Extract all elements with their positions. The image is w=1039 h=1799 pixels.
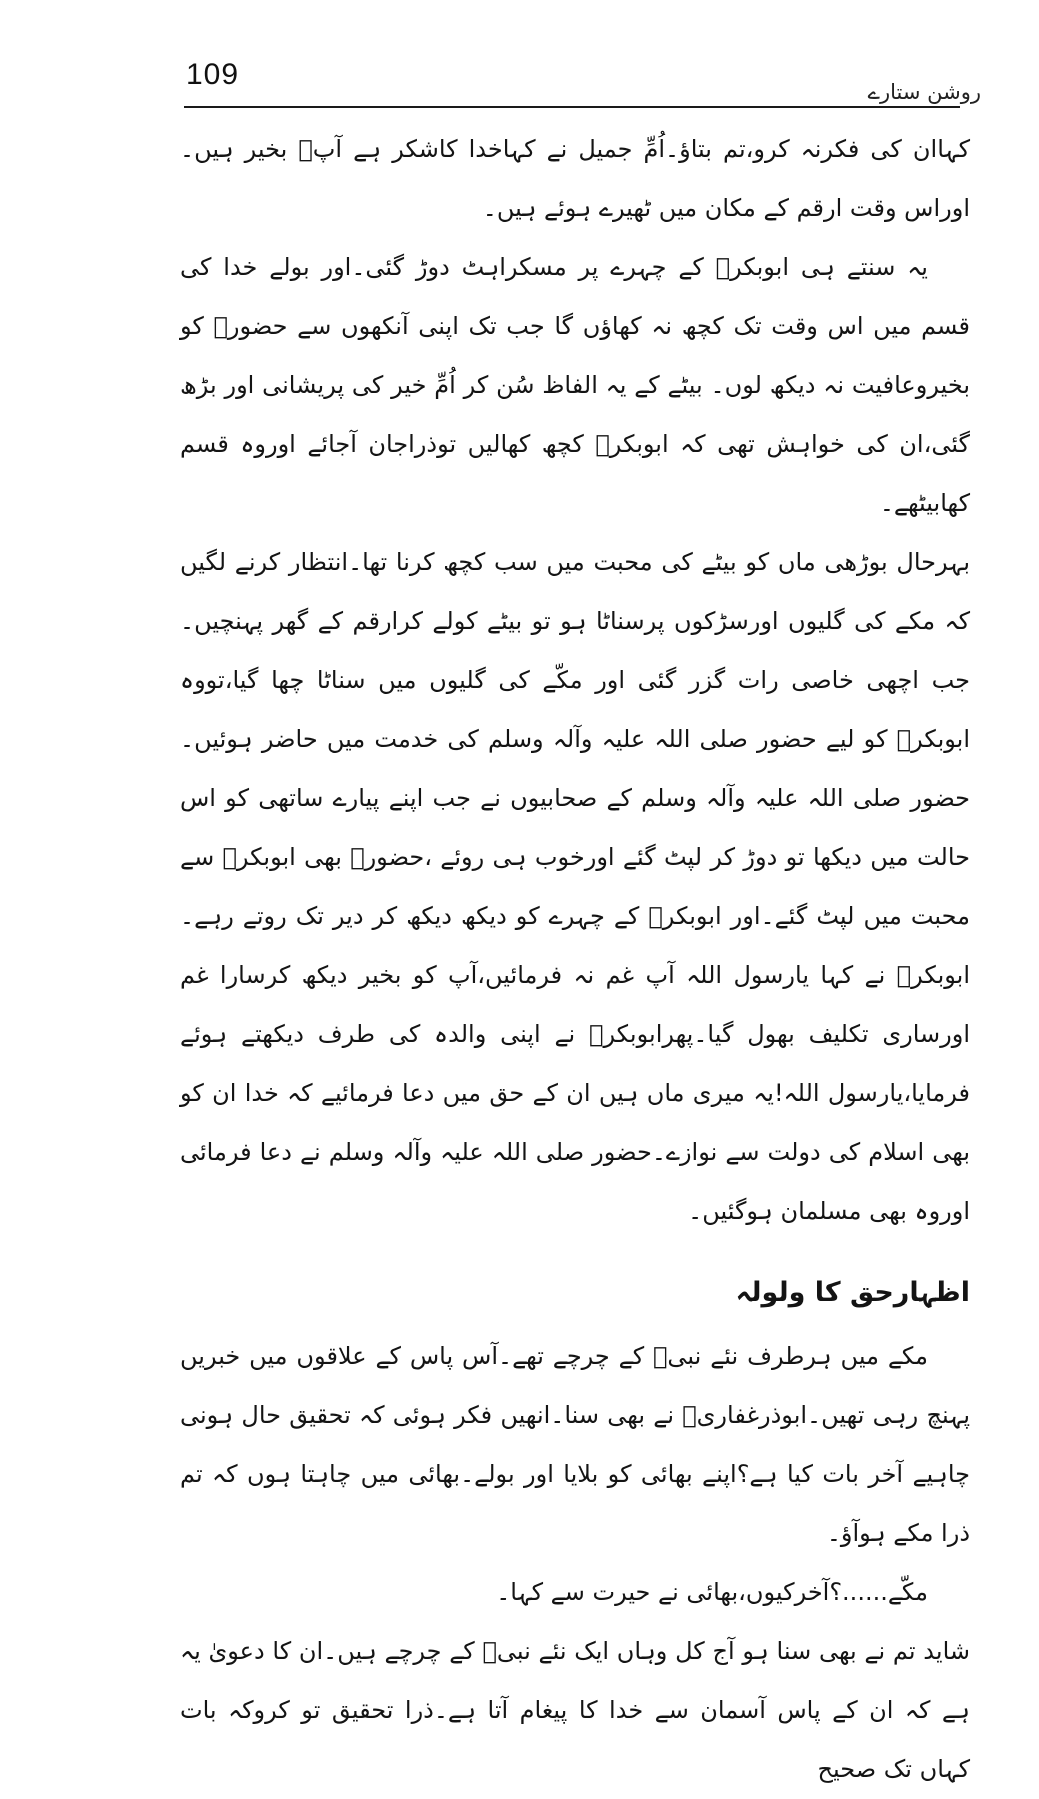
paragraph-2: یہ سنتے ہی ابوبکرؓ کے چہرے پر مسکراہٹ دوڑ گئی۔اور بولے خدا کی قسم میں اس وقت تک کچھ نہ کھاؤں گا جب تک اپنی آنکھوں سے حضورؐ کو بخیروعافیت نہ دیکھ لوں۔ بیٹے کے یہ الفاظ سُن کر اُمِّ خیر کی پریشانی اور بڑھ گئی،ان کی خواہش تھی کہ ابوبکرؓ کچھ کھالیں توذراجان آجائے اوروہ قسم کھابیٹھے۔	[180, 253, 970, 517]
section-paragraph-1: مکے میں ہرطرف نئے نبیؐ کے چرچے تھے۔آس پاس کے علاقوں میں خبریں پہنچ رہی تھیں۔ابوذرغفاریؓ نے بھی سنا۔انھیں فکر ہوئی کہ تحقیق حال ہونی چاہیے آخر بات کیا ہے؟اپنے بھائی کو بلایا اور بولے۔بھائی میں چاہتا ہوں کہ تم ذرا مکے ہوآؤ۔	[180, 1342, 970, 1547]
section-paragraph-2: مکّے......؟آخرکیوں،بھائی نے حیرت سے کہا۔	[496, 1578, 928, 1606]
paragraph-1: کہاان کی فکرنہ کرو،تم بتاؤ۔اُمِّ جمیل نے کہاخدا کاشکر ہے آپؐ بخیر ہیں۔اوراس وقت ارقم کے مکان میں ٹھیرے ہوئے ہیں۔	[180, 135, 970, 222]
header-divider	[184, 106, 960, 108]
page-body	[180, 120, 970, 1799]
paragraph-3: بہرحال بوڑھی ماں کو بیٹے کی محبت میں سب کچھ کرنا تھا۔انتظار کرنے لگیں کہ مکے کی گلیوں اورسڑکوں پرسناٹا ہو تو بیٹے کولے کرارقم کے گھر پہنچیں۔جب اچھی خاصی رات گزر گئی اور مکّے کی گلیوں میں سناٹا چھا گیا،تووہ ابوبکرؓ کو لیے حضور صلی اللہ علیہ وآلہ وسلم کی خدمت میں حاضر ہوئیں۔حضور صلی اللہ علیہ وآلہ وسلم کے صحابیوں نے جب اپنے پیارے ساتھی کو اس حالت میں دیکھا تو دوڑ کر لپٹ گئے اورخوب ہی روئے ،حضورؐ بھی ابوبکرؓ سے محبت میں لپٹ گئے۔اور ابوبکرؓ کے چہرے کو دیکھ دیکھ کر دیر تک روتے رہے۔ابوبکرؓ نے کہا یارسول اللہ آپ غم نہ فرمائیں،آپ کو بخیر دیکھ کرسارا غم اورساری تکلیف بھول گیا۔پھرابوبکرؓ نے اپنی والدہ کی طرف دیکھتے ہوئے فرمایا،یارسول اللہ!یہ میری ماں ہیں ان کے حق میں دعا فرمائیے کہ خدا ان کو بھی اسلام کی دولت سے نوازے۔حضور صلی اللہ علیہ وآلہ وسلم نے دعا فرمائی اوروہ بھی مسلمان ہوگئیں۔	[180, 548, 971, 1225]
page-number: 109	[186, 58, 240, 91]
running-title: روشن ستارے	[867, 80, 981, 104]
section-heading: اظہارحق کا ولولہ	[735, 1277, 970, 1308]
section-paragraph-3: شاید تم نے بھی سنا ہو آج کل وہاں ایک نئے نبیؐ کے چرچے ہیں۔ان کا دعویٰ یہ ہے کہ ان کے پاس آسمان سے خدا کا پیغام آتا ہے۔ذرا تحقیق تو کروکہ بات کہاں تک صحیح	[180, 1637, 970, 1783]
